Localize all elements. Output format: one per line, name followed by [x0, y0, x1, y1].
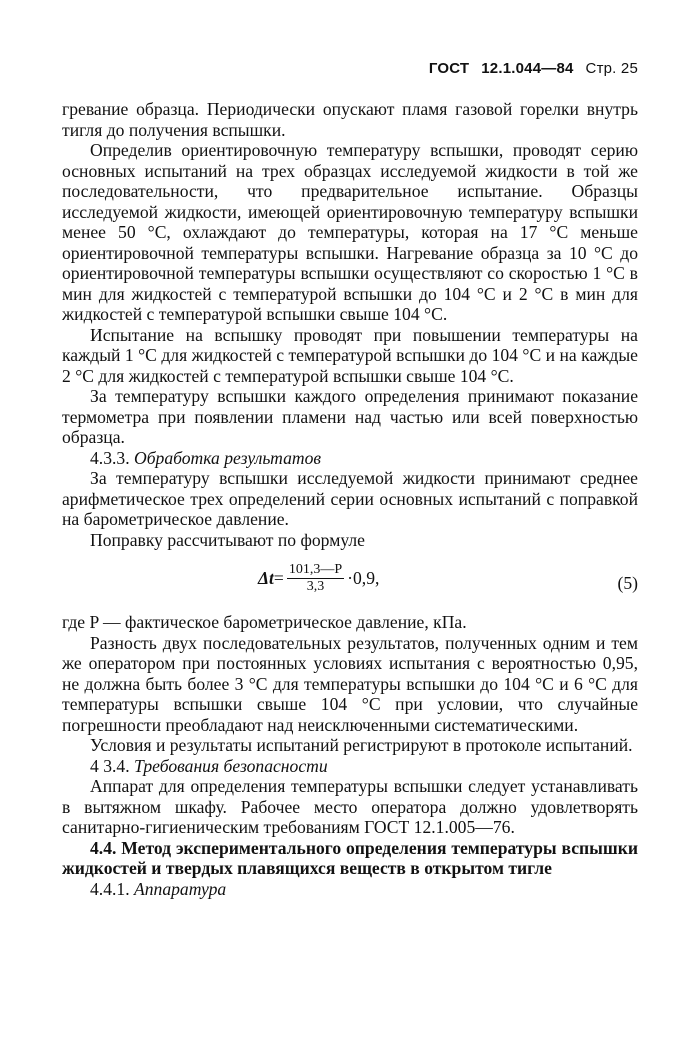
paragraph-9: Условия и результаты испытаний регистрируют в протоколе испытаний.: [90, 735, 633, 755]
paragraph-4: За температуру вспышки каждого определения принимают показание термометра при появлении пламени над частью или всей поверхностью образца.: [62, 386, 638, 447]
section-4-4-1-number: 4.4.1.: [90, 878, 130, 899]
section-4-3-4-number: 4 3.4.: [90, 755, 130, 776]
section-4-4-1-title: Аппаратура: [134, 878, 227, 899]
paragraph-3: Испытание на вспышку проводят при повышении температуры на каждый 1 °С для жидкостей с температурой вспышки до 104 °С и на каждые 2 °С для жидкостей с температурой вспышки свыше 104 °С.: [62, 324, 638, 386]
section-4-3-3-heading: [62, 448, 638, 469]
formula-equals: =: [273, 568, 284, 589]
paragraph-5: За температуру вспышки исследуемой жидкости принимают среднее арифметическое трех определений серии основных испытаний с поправкой на барометрическое давление.: [62, 468, 638, 529]
paragraph-6: Поправку рассчитывают по формуле: [90, 529, 365, 550]
paragraph-10: Аппарат для определения температуры вспышки следует устанавливать в вытяжном шкафу. Рабочее место оператора должно удовлетворять санитарно-гигиеническим требованиям ГОСТ 12.1.005—76.: [62, 776, 638, 837]
section-4-4-1-heading: [62, 879, 638, 900]
section-4-3-3-number: 4.3.3.: [90, 447, 130, 468]
section-4-3-3-title: Обработка результатов: [134, 447, 322, 468]
page-header: [429, 60, 638, 77]
section-4-3-4-title: Требования безопасности: [134, 755, 328, 776]
header-page: Стр. 25: [585, 60, 638, 77]
formula-numerator: 101,3—P: [288, 562, 343, 577]
document-body: [62, 99, 638, 899]
formula-fraction: [287, 562, 344, 595]
section-4-4-heading: 4.4. Метод экспериментального определения температуры вспышки жидкостей и твердых плавящихся веществ в открытом тигле: [62, 837, 638, 878]
paragraph-2: Определив ориентировочную температуру вспышки, проводят серию основных испытаний на трех образцах исследуемой жидкости в той же последовательности, что предварительное испытание. Образцы исследуемой жидкости, имеющей ориентировочную температуру вспышки менее 50 °С, охлаждают до температуры, которая на 17 °С меньше ориентировочной температуры вспышки. Нагревание образца за 10 °С до ориентировочной температуры вспышки осуществляют со скоростью 1 °С в мин для жидкостей с температурой вспышки до 104 °С и 2 °С в мин для жидкостей с температурой вспышки свыше 104 °С.: [62, 140, 638, 324]
formula-number: (5): [617, 573, 638, 593]
formula-denominator: 3,3: [306, 579, 325, 594]
formula-rhs: ·0,9,: [347, 568, 380, 589]
paragraph-7: где P — фактическое барометрическое давление, кПа.: [62, 612, 467, 632]
section-4-3-4-heading: [62, 756, 638, 777]
header-doc: ГОСТ: [428, 60, 470, 77]
paragraph-8: Разность двух последовательных результатов, полученных одним и тем же оператором при постоянных условиях испытания с вероятностью 0,95, не должна быть более 3 °С для температуры вспышки до 104 °С и 6 °С для температуры вспышки свыше 104 °С при условии, что случайные погрешности преобладают над неисключенными систематическими.: [62, 632, 638, 735]
formula-5: [62, 556, 638, 608]
header-number: 12.1.044—84: [481, 60, 574, 77]
formula-lhs: Δt: [258, 568, 274, 589]
paragraph-1: гревание образца. Периодически опускают пламя газовой горелки внутрь тигля до получения вспышки.: [62, 99, 638, 140]
